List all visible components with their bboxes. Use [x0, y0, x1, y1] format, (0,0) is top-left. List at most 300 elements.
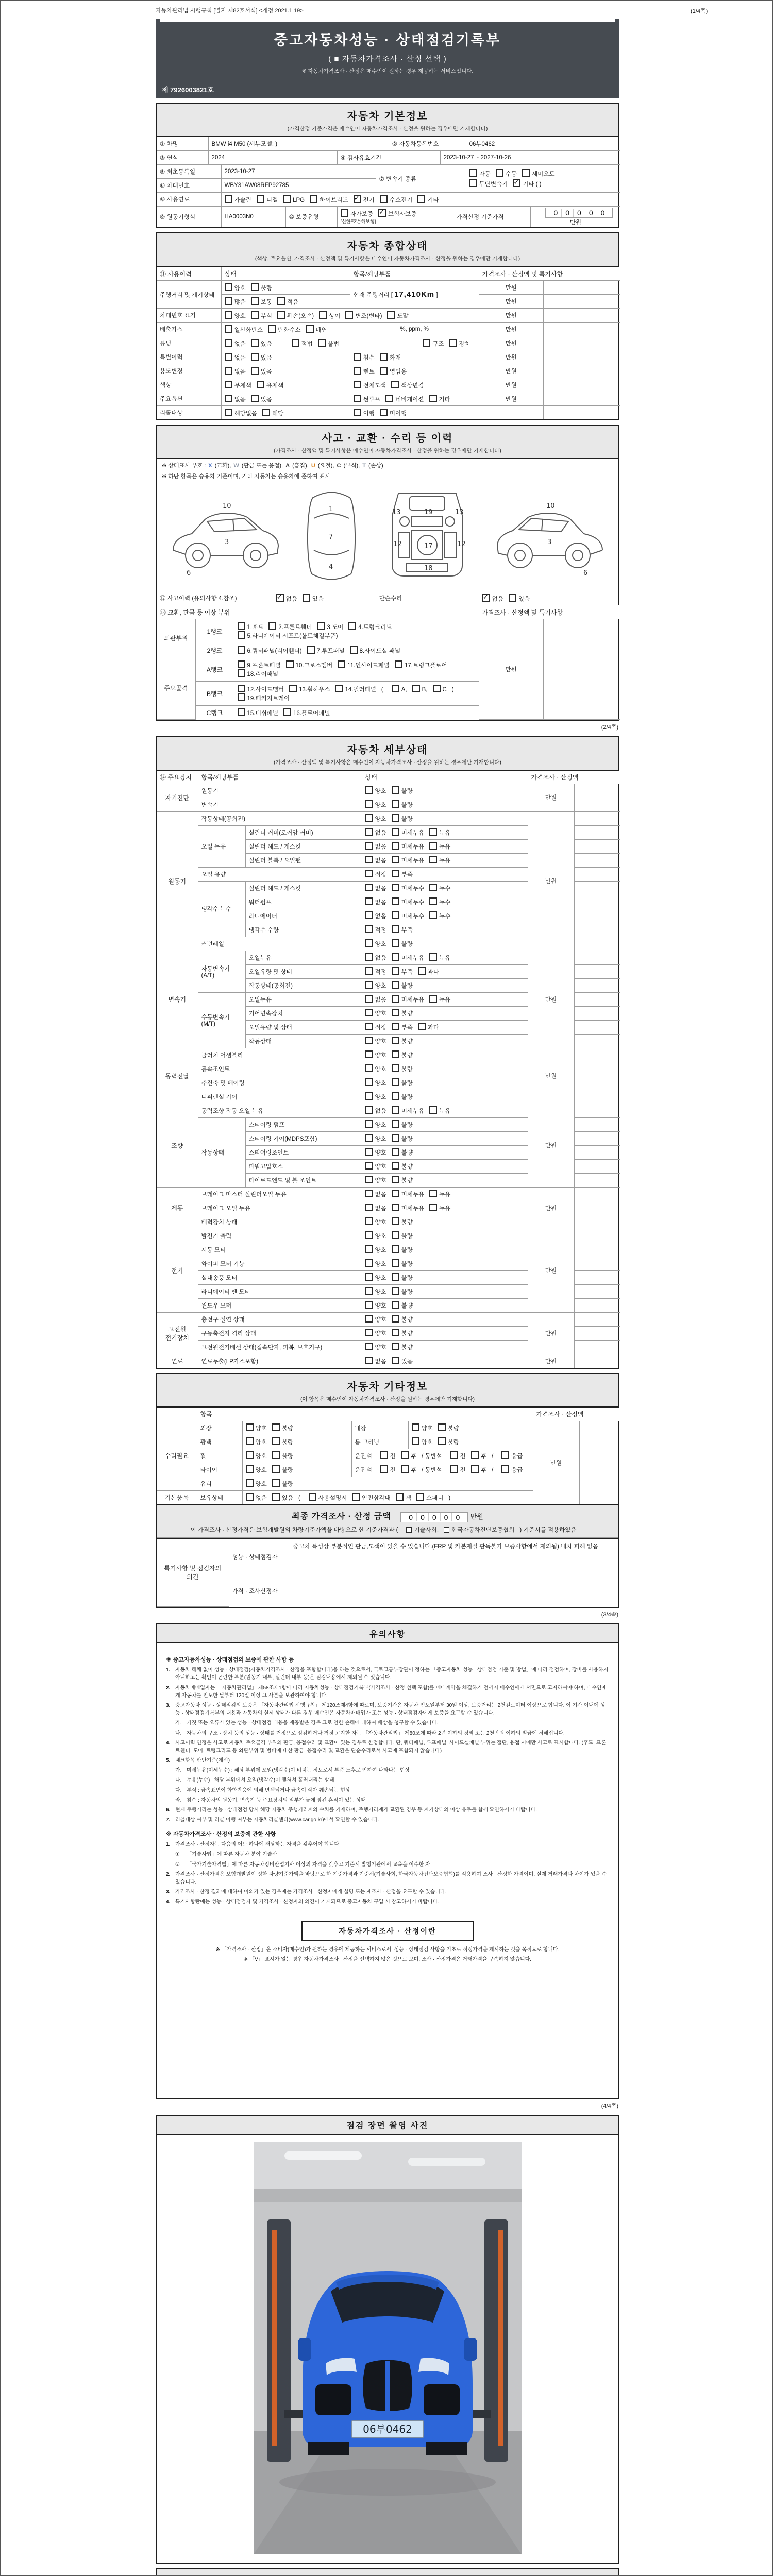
checkbox-LPG[interactable] — [283, 195, 291, 203]
checkbox-누유[interactable] — [429, 1190, 437, 1197]
state-mark-desc: (교환), — [213, 463, 233, 469]
item-label: 오일유량 및 상태 — [245, 1020, 362, 1034]
checkbox-기타[interactable] — [429, 395, 437, 402]
sign-title — [157, 2574, 618, 2576]
checkbox-6.쿼터패널(리어휀더)[interactable] — [238, 646, 245, 654]
checkbox-불량[interactable] — [392, 1064, 399, 1072]
checkbox-양호[interactable] — [365, 1064, 373, 1072]
checkbox-label: 양호 — [234, 285, 246, 292]
checkbox-양호[interactable] — [365, 1134, 373, 1142]
checkbox-해당[interactable] — [262, 409, 270, 416]
checkbox-미세누유[interactable] — [392, 953, 399, 961]
checkbox-5.라디에이터 서포트(볼트체결부품)[interactable] — [238, 631, 245, 639]
checkbox-양호[interactable] — [365, 1217, 373, 1225]
checkbox-적정[interactable] — [365, 870, 373, 877]
svg-text:13: 13 — [455, 509, 464, 516]
col-item: 항목/해당부품 — [198, 771, 362, 784]
checkbox-불량[interactable] — [392, 1301, 399, 1309]
checkbox-label: 불량 — [401, 1261, 413, 1267]
overall-table — [157, 267, 620, 419]
checkbox-한국자동차진단보증협회[interactable] — [444, 1527, 449, 1533]
checkbox-보험사보증[interactable] — [378, 209, 386, 217]
note-cell — [574, 798, 620, 811]
checkbox-없음[interactable] — [225, 367, 232, 375]
checkbox-양호[interactable] — [365, 1050, 373, 1058]
checkbox-불량[interactable] — [392, 939, 399, 947]
checkbox-기타[interactable] — [417, 195, 425, 203]
checkbox-양호[interactable] — [365, 786, 373, 794]
checkbox-불량[interactable] — [392, 786, 399, 794]
checkbox-없음[interactable] — [246, 1493, 254, 1501]
checkbox-침수[interactable] — [354, 353, 361, 361]
checkbox-양호[interactable] — [365, 1301, 373, 1309]
state-options — [362, 1173, 528, 1187]
checkbox-없음[interactable] — [365, 842, 373, 850]
checkbox-불량[interactable] — [392, 800, 399, 808]
checkbox-해당없음[interactable] — [225, 409, 232, 416]
checkbox-불량[interactable] — [392, 981, 399, 989]
checkbox-양호[interactable] — [246, 1465, 254, 1473]
checkbox-전[interactable] — [450, 1465, 458, 1473]
option-text: / 동반석 — [422, 1467, 442, 1473]
checkbox-label: 불량 — [401, 1039, 413, 1045]
etc-title: 자동차 기타정보 — [347, 1381, 428, 1393]
checkbox-가솔린[interactable] — [225, 195, 232, 203]
checkbox-불량[interactable] — [392, 1259, 399, 1267]
price-cell: 만원 — [479, 350, 543, 364]
note-cell — [543, 295, 620, 309]
checkbox-불량[interactable] — [272, 1437, 280, 1445]
checkbox-누수[interactable] — [429, 911, 437, 919]
checkbox-불량[interactable] — [392, 1315, 399, 1323]
checkbox-없음[interactable] — [365, 953, 373, 961]
checkbox-기타 ( )[interactable] — [513, 179, 520, 187]
checkbox-양호[interactable] — [365, 1092, 373, 1100]
accident-history-row — [157, 591, 620, 605]
checkbox-미세누유[interactable] — [392, 856, 399, 863]
checkbox-양호[interactable] — [225, 311, 232, 319]
checkbox-불량[interactable] — [392, 1009, 399, 1016]
checkbox-색상변경[interactable] — [391, 381, 399, 388]
checkbox-전[interactable] — [450, 1451, 458, 1459]
note-cell — [574, 937, 620, 951]
checkbox-무채색[interactable] — [225, 381, 232, 388]
checkbox-있음[interactable] — [251, 353, 259, 361]
checkbox-16.플로어패널[interactable] — [283, 708, 291, 716]
note-cell — [574, 1298, 620, 1312]
checkbox-18.리어패널[interactable] — [238, 669, 245, 677]
device-group-조향: 조향 — [157, 1104, 198, 1187]
checkbox-부족[interactable] — [392, 870, 399, 877]
checkbox-구조[interactable] — [423, 339, 430, 347]
checkbox-없음[interactable] — [276, 594, 284, 602]
checkbox-label: 미세누유 — [401, 997, 425, 1003]
checkbox-양호[interactable] — [365, 1245, 373, 1253]
checkbox-15.대쉬패널[interactable] — [238, 708, 245, 716]
checkbox-양호[interactable] — [365, 1078, 373, 1086]
checkbox-훼손(오손)[interactable] — [277, 311, 285, 319]
checkbox-양호[interactable] — [412, 1437, 419, 1445]
row-special-label: 특별이력 — [157, 350, 221, 364]
checkbox-불량[interactable] — [392, 1134, 399, 1142]
checkbox-많음[interactable] — [225, 297, 232, 305]
checkbox-불량[interactable] — [392, 1217, 399, 1225]
state-options — [362, 1340, 528, 1354]
checkbox-양호[interactable] — [365, 1343, 373, 1350]
state-options — [362, 867, 528, 881]
checkbox-불량[interactable] — [392, 1245, 399, 1253]
checkbox-있음[interactable] — [272, 1493, 280, 1501]
checkbox-양호[interactable] — [365, 814, 373, 822]
svg-text:12: 12 — [393, 540, 402, 548]
checkbox-없음[interactable] — [365, 1357, 373, 1364]
checkbox-불법[interactable] — [318, 339, 326, 347]
checkbox-label: 불량 — [401, 1164, 413, 1170]
checkbox-17.트렁크플로어[interactable] — [395, 660, 402, 668]
checkbox-없음[interactable] — [482, 594, 490, 602]
checkbox-label: 양호 — [375, 983, 386, 989]
checkbox-불량[interactable] — [392, 1273, 399, 1281]
checkbox-없음[interactable] — [365, 911, 373, 919]
checkbox-label: 양호 — [375, 1150, 386, 1156]
price-digit: 0 — [573, 209, 585, 217]
group-price-cell: 만원 — [528, 1354, 574, 1368]
option-text: / 동반석 — [422, 1453, 442, 1460]
checkbox-양호[interactable] — [365, 1273, 373, 1281]
checkbox-영업용[interactable] — [380, 367, 388, 375]
checkbox-후[interactable] — [401, 1465, 409, 1473]
checkbox-미세누유[interactable] — [392, 1204, 399, 1211]
checkbox-불량[interactable] — [392, 1050, 399, 1058]
checkbox-4.트렁크리드[interactable] — [348, 622, 356, 630]
item-label: 추진축 및 베어링 — [198, 1076, 362, 1090]
rankB-label: B랭크 — [195, 682, 234, 706]
checkbox-미이행[interactable] — [380, 409, 388, 416]
checkbox-자동[interactable] — [469, 169, 477, 177]
item-label: 시동 모터 — [198, 1243, 362, 1257]
checkbox-양호[interactable] — [365, 1037, 373, 1044]
checkbox-2.프론트휀더[interactable] — [268, 622, 276, 630]
checkbox-렌트[interactable] — [354, 367, 361, 375]
checkbox-불량[interactable] — [392, 1162, 399, 1170]
checkbox-불량[interactable] — [392, 1343, 399, 1350]
checkbox-양호[interactable] — [246, 1437, 254, 1445]
checkbox-14.필러패널[interactable] — [335, 685, 343, 692]
checkbox-매연[interactable] — [306, 325, 314, 333]
checkbox-3.도어[interactable] — [317, 622, 325, 630]
state-options — [362, 895, 528, 909]
checkbox-누유[interactable] — [429, 856, 437, 863]
checkbox-불량[interactable] — [438, 1437, 446, 1445]
special-item-options — [350, 350, 479, 364]
checkbox-양호[interactable] — [365, 939, 373, 947]
final-price-note — [157, 1526, 618, 1534]
checkbox-수소전기[interactable] — [380, 195, 388, 203]
checkbox-전기[interactable] — [354, 195, 361, 203]
checkbox-불량[interactable] — [392, 1231, 399, 1239]
checkbox-양호[interactable] — [365, 1287, 373, 1295]
checkbox-불량[interactable] — [272, 1479, 280, 1487]
checkbox-label: 13.휠하우스 — [299, 687, 330, 693]
checkbox-전체도색[interactable] — [354, 381, 361, 388]
checkbox-후[interactable] — [401, 1451, 409, 1459]
checkbox-누유[interactable] — [429, 1204, 437, 1211]
checkbox-C[interactable] — [433, 685, 441, 692]
checkbox-없음[interactable] — [365, 884, 373, 891]
checkbox-있음[interactable] — [392, 1357, 399, 1364]
interior-options — [408, 1421, 533, 1435]
inspector-note: 중고차 특성상 부분적인 판금,도색이 있을 수 있습니다.(FRP 및 카본재질 판독불가 보증사항에서 제외됨),내차 피해 없음 — [290, 1538, 618, 1575]
state-options — [362, 825, 528, 839]
checkbox-없음[interactable] — [365, 856, 373, 863]
checkbox-A,[interactable] — [392, 685, 399, 692]
checkbox-이행[interactable] — [354, 409, 361, 416]
checkbox-전[interactable] — [380, 1465, 388, 1473]
checkbox-양호[interactable] — [365, 1120, 373, 1128]
rank1-options — [234, 619, 479, 643]
checkbox-1.후드[interactable] — [238, 622, 245, 630]
checkbox-9.프론트패널[interactable] — [238, 660, 245, 668]
checkbox-label: 불량 — [401, 1066, 413, 1073]
checkbox-유채색[interactable] — [257, 381, 264, 388]
checkbox-19.패키지트레이[interactable] — [238, 693, 245, 701]
checkbox-응급[interactable] — [501, 1465, 509, 1473]
checkbox-불량[interactable] — [392, 1037, 399, 1044]
note-cell — [574, 1117, 620, 1131]
checkbox-양호[interactable] — [225, 283, 232, 291]
checkbox-불량[interactable] — [392, 814, 399, 822]
checkbox-label: 5.라디에이터 서포트(볼트체결부품) — [247, 633, 338, 639]
checkbox-변조(변타)[interactable] — [345, 311, 353, 319]
checkbox-label: 없음 — [234, 396, 246, 403]
checkbox-11.인사이드패널[interactable] — [338, 660, 345, 668]
checkbox-불량[interactable] — [392, 1329, 399, 1336]
checkbox-누수[interactable] — [429, 884, 437, 891]
checkbox-과다[interactable] — [418, 967, 426, 975]
checkbox-탄화수소[interactable] — [268, 325, 276, 333]
checkbox-없음[interactable] — [365, 1106, 373, 1114]
detail-subtitle: (가격조사 · 산정액 및 특기사항은 매수인이 자동차가격조사 · 산정을 원하는 경우에만 기재합니다) — [274, 759, 501, 766]
checkbox-기술사회,[interactable] — [406, 1527, 412, 1533]
checkbox-부족[interactable] — [392, 925, 399, 933]
checkbox-사용설명서[interactable] — [309, 1493, 316, 1501]
checkbox-누수[interactable] — [429, 897, 437, 905]
checkbox-label: 불량 — [401, 1289, 413, 1295]
checkbox-일산화탄소[interactable] — [225, 325, 232, 333]
checkbox-미세누수[interactable] — [392, 911, 399, 919]
checkbox-불량[interactable] — [438, 1423, 446, 1431]
checkbox-미세누유[interactable] — [392, 995, 399, 1003]
car-name-value: BMW i4 M50 (세부모델: ) — [208, 137, 389, 151]
checkbox-불량[interactable] — [251, 283, 259, 291]
checkbox-없음[interactable] — [225, 339, 232, 347]
checkbox-8.사이드실 패널[interactable] — [350, 646, 358, 654]
checkbox-있음[interactable] — [251, 339, 259, 347]
checkbox-부식[interactable] — [251, 311, 259, 319]
state-options — [362, 1006, 528, 1020]
checkbox-전[interactable] — [380, 1451, 388, 1459]
checkbox-적정[interactable] — [365, 1023, 373, 1030]
checkbox-부족[interactable] — [392, 967, 399, 975]
checkbox-적법[interactable] — [292, 339, 299, 347]
note-cell — [574, 923, 620, 937]
note-cell — [543, 336, 620, 350]
checkbox-응급[interactable] — [501, 1451, 509, 1459]
special-notes-label: 특기사항 및 점검자의 의견 — [157, 1538, 229, 1606]
checkbox-과다[interactable] — [418, 1023, 426, 1030]
checkbox-label: 양호 — [375, 1261, 386, 1267]
checkbox-적정[interactable] — [365, 967, 373, 975]
state-options — [362, 811, 528, 825]
checkbox-label: 화재 — [389, 354, 401, 361]
checkbox-양호[interactable] — [365, 1162, 373, 1170]
checkbox-양호[interactable] — [365, 981, 373, 989]
state-options — [362, 923, 528, 937]
page-marker-2: (2/4쪽) — [601, 724, 618, 731]
engine-label: ⑨ 원동기형식 — [157, 207, 221, 228]
checkbox-양호[interactable] — [365, 800, 373, 808]
checkbox-13.휠하우스[interactable] — [289, 685, 297, 692]
checkbox-양호[interactable] — [246, 1479, 254, 1487]
checkbox-적정[interactable] — [365, 925, 373, 933]
checkbox-미세누수[interactable] — [392, 884, 399, 891]
checkbox-10.크로스멤버[interactable] — [286, 660, 294, 668]
car-diagram-front — [380, 488, 475, 584]
recall-options — [221, 406, 350, 420]
row-tuning-label: 튜닝 — [157, 336, 221, 350]
checkbox-없음[interactable] — [225, 353, 232, 361]
checkbox-양호[interactable] — [246, 1451, 254, 1459]
checkbox-있음[interactable] — [509, 594, 516, 602]
notice-item: 3. 중고자동차 성능 · 상태점검의 보증은 「자동차관리법 시행규칙」 제120조제4항에 따르며, 보증기간은 자동차 인도일부터 30일 이상, 보증거리는 2천킬로미터 이상으로 합니다. 이 기간 이내에 성능 · 상태점검기록부의 내용과 자동차의 실제 상태가 다른 경우 매수인은 자동차매매업자 또는 성능 · 상태점검자에게 보증을 요구할 수 있습니다. — [166, 1702, 606, 1717]
checkbox-label: 양호 — [255, 1426, 267, 1432]
checkbox-불량[interactable] — [392, 1148, 399, 1156]
checkbox-미세누유[interactable] — [392, 1106, 399, 1114]
checkbox-무단변속기[interactable] — [469, 179, 477, 187]
checkbox-없음[interactable] — [365, 828, 373, 836]
checkbox-불량[interactable] — [272, 1451, 280, 1459]
checkbox-세미오토[interactable] — [522, 169, 530, 177]
checkbox-안전삼각대[interactable] — [352, 1493, 360, 1501]
checkbox-양호[interactable] — [246, 1423, 254, 1431]
checkbox-양호[interactable] — [365, 1231, 373, 1239]
checkbox-적음[interactable] — [277, 297, 285, 305]
checkbox-미세누유[interactable] — [392, 828, 399, 836]
checkbox-양호[interactable] — [365, 1148, 373, 1156]
checkbox-없음[interactable] — [225, 395, 232, 402]
checkbox-label: 7.루프패널 — [316, 648, 345, 654]
checkbox-후[interactable] — [471, 1451, 479, 1459]
checkbox-없음[interactable] — [365, 897, 373, 905]
checkbox-상이[interactable] — [319, 311, 327, 319]
checkbox-label: 양호 — [375, 1122, 386, 1128]
state-options — [362, 909, 528, 923]
checkbox-화재[interactable] — [380, 353, 388, 361]
checkbox-불량[interactable] — [392, 1287, 399, 1295]
checkbox-있음[interactable] — [303, 594, 310, 602]
checkbox-label: 누유 — [439, 1108, 451, 1114]
checkbox-부족[interactable] — [392, 1023, 399, 1030]
checkbox-있음[interactable] — [251, 395, 259, 402]
checkbox-없음[interactable] — [365, 1190, 373, 1197]
checkbox-7.루프패널[interactable] — [307, 646, 315, 654]
checkbox-양호[interactable] — [365, 1176, 373, 1183]
checkbox-양호[interactable] — [365, 1009, 373, 1016]
item-label: 스티어링 기어(MDPS포함) — [245, 1131, 362, 1145]
notice-item: 1. 가격조사 · 산정자는 다음의 어느 하나에 해당하는 자격을 갖추어야 합니다. — [166, 1842, 341, 1848]
checkbox-양호[interactable] — [412, 1423, 419, 1431]
vinmark-options — [221, 309, 479, 323]
checkbox-불량[interactable] — [272, 1465, 280, 1473]
checkbox-누유[interactable] — [429, 842, 437, 850]
note-cell — [574, 825, 620, 839]
checkbox-label: 부식 — [260, 313, 272, 319]
checkbox-불량[interactable] — [392, 1092, 399, 1100]
first-reg-value: 2023-10-27 — [221, 165, 376, 179]
group-price-cell: 만원 — [528, 811, 574, 951]
state-options — [362, 1117, 528, 1131]
checkbox-label: 있음 — [401, 1359, 413, 1365]
checkbox-잭[interactable] — [396, 1493, 404, 1501]
checkbox-불량[interactable] — [392, 1120, 399, 1128]
checkbox-보통[interactable] — [251, 297, 259, 305]
checkbox-양호[interactable] — [365, 1329, 373, 1336]
note-cell — [574, 1006, 620, 1020]
checkbox-12.사이드멤버[interactable] — [238, 685, 245, 692]
checkbox-미세누유[interactable] — [392, 842, 399, 850]
device-group-제동: 제동 — [157, 1187, 198, 1229]
checkbox-양호[interactable] — [365, 1259, 373, 1267]
checkbox-누유[interactable] — [429, 995, 437, 1003]
item-label: 파워고압호스 — [245, 1159, 362, 1173]
notice-item: 2. 가격조사 · 산정가격은 보험개발원이 정한 차량기준가액을 바탕으로 한 기준가격과 기준서(기술사회, 한국자동차진단보증협회)를 적용하여 조사 · 산정한 가격이며, 실제 거래가격과 차이가 있을 수 있습니다. — [166, 1871, 607, 1885]
note-cell — [574, 867, 620, 881]
checkbox-하이브리드[interactable] — [310, 195, 317, 203]
vin-value: WBY31AW08RFP92785 — [221, 179, 376, 193]
car-diagram-side-left — [167, 493, 283, 580]
checkbox-없음[interactable] — [365, 995, 373, 1003]
state-mark-A: A — [285, 463, 290, 469]
checkbox-장치[interactable] — [449, 339, 457, 347]
checkbox-미세누유[interactable] — [392, 1190, 399, 1197]
checkbox-수동[interactable] — [496, 169, 503, 177]
checkbox-후[interactable] — [471, 1465, 479, 1473]
state-options — [362, 1145, 528, 1159]
checkbox-네비게이션[interactable] — [385, 395, 393, 402]
checkbox-도말[interactable] — [387, 311, 395, 319]
checkbox-미세누수[interactable] — [392, 897, 399, 905]
checkbox-디젤[interactable] — [257, 195, 264, 203]
checkbox-label: 누유 — [439, 858, 451, 864]
checkbox-B,[interactable] — [412, 685, 420, 692]
checkbox-없음[interactable] — [365, 1204, 373, 1211]
checkbox-불량[interactable] — [272, 1423, 280, 1431]
checkbox-불량[interactable] — [392, 1176, 399, 1183]
checkbox-있음[interactable] — [251, 367, 259, 375]
checkbox-스패너[interactable] — [416, 1493, 424, 1501]
row-mileage-label: 주행거리 및 계기상태 — [157, 281, 221, 309]
wheel-detail-options — [351, 1449, 533, 1463]
checkbox-누유[interactable] — [429, 828, 437, 836]
simple-repair-options — [479, 591, 620, 605]
checkbox-양호[interactable] — [365, 1315, 373, 1323]
checkbox-누유[interactable] — [429, 953, 437, 961]
checkbox-썬루프[interactable] — [354, 395, 361, 402]
checkbox-자가보증[interactable] — [341, 209, 348, 217]
item-label: 연료누출(LP가스포함) — [198, 1354, 362, 1368]
checkbox-불량[interactable] — [392, 1078, 399, 1086]
checkbox-누유[interactable] — [429, 1106, 437, 1114]
